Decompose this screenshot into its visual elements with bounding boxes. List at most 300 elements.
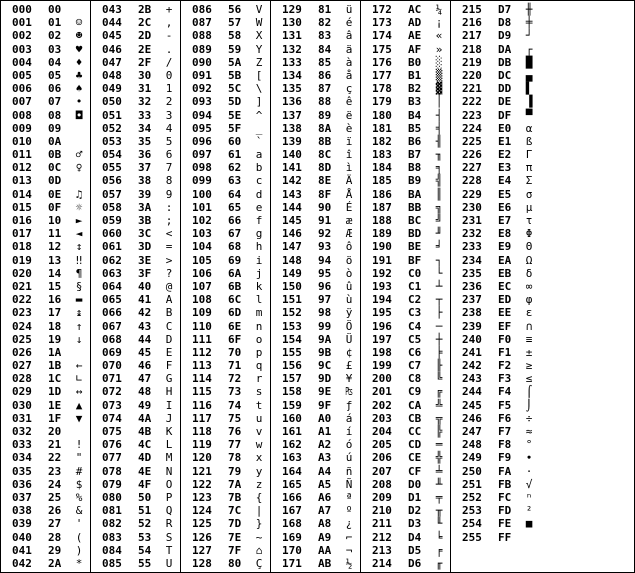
character-glyph: ª [345, 490, 353, 504]
hex-code: D5 [408, 543, 422, 557]
character-glyph: ö [345, 253, 353, 267]
decimal-code: 241 [462, 345, 482, 359]
character-glyph: ¡ [435, 16, 443, 30]
table-row [361, 3, 450, 16]
table-row [91, 280, 180, 293]
hex-code: C9 [408, 385, 422, 399]
hex-code: 8C [318, 148, 332, 162]
hex-code: C0 [408, 266, 422, 280]
decimal-code: 252 [462, 490, 482, 504]
character-glyph: ╔ [435, 385, 443, 399]
hex-code: 9B [318, 345, 332, 359]
hex-code: 3E [138, 253, 152, 267]
decimal-code: 224 [462, 121, 482, 135]
decimal-code: 093 [192, 95, 212, 109]
table-row [181, 188, 270, 201]
decimal-code: 032 [12, 425, 32, 438]
table-row [181, 478, 270, 491]
decimal-code: 002 [12, 29, 32, 43]
hex-code: 60 [228, 134, 242, 148]
character-glyph: â [345, 29, 353, 43]
decimal-code: 181 [372, 121, 392, 135]
hex-code: C4 [408, 319, 422, 333]
hex-code: C1 [408, 279, 422, 293]
table-row [361, 280, 450, 293]
decimal-code: 084 [102, 543, 122, 557]
decimal-code: 090 [192, 55, 212, 69]
table-row [451, 69, 541, 82]
hex-code: 74 [228, 398, 242, 412]
character-glyph: Ü [345, 332, 353, 346]
decimal-code: 025 [12, 332, 32, 346]
character-glyph: ¥ [345, 372, 353, 386]
hex-code: D0 [408, 477, 422, 491]
hex-code: 6E [228, 319, 242, 333]
table-row [451, 82, 541, 95]
table-row [451, 214, 541, 227]
decimal-code: 098 [192, 161, 212, 175]
hex-code: 35 [138, 134, 152, 148]
table-row [1, 214, 90, 227]
hex-code: A7 [318, 504, 332, 518]
decimal-code: 254 [462, 517, 482, 531]
decimal-code: 031 [12, 411, 32, 425]
table-row [451, 359, 541, 372]
hex-code: 2E [138, 42, 152, 56]
table-row [361, 531, 450, 544]
decimal-code: 007 [12, 95, 32, 109]
character-glyph: ╪ [525, 16, 533, 30]
decimal-code: 149 [282, 266, 302, 280]
table-row [361, 161, 450, 174]
hex-code: BD [408, 227, 422, 241]
hex-code: 25 [48, 490, 62, 504]
character-glyph: w [255, 438, 263, 452]
decimal-code: 076 [102, 438, 122, 452]
character-glyph: ↓ [75, 332, 83, 346]
table-row [1, 43, 90, 56]
hex-code: 5E [228, 108, 242, 122]
decimal-code: 193 [372, 279, 392, 293]
hex-code: 85 [318, 55, 332, 69]
character-glyph: Ñ [345, 477, 353, 491]
hex-code: 83 [318, 29, 332, 43]
decimal-code: 229 [462, 187, 482, 201]
decimal-code: 163 [282, 451, 302, 465]
hex-code: 9F [318, 398, 332, 412]
character-glyph: ╝ [435, 214, 443, 227]
character-glyph: g [255, 227, 263, 241]
table-row [181, 56, 270, 69]
decimal-code: 045 [102, 29, 122, 43]
table-row [271, 174, 360, 187]
character-glyph: 6 [165, 148, 173, 162]
decimal-code: 072 [102, 385, 122, 399]
hex-code: BA [408, 187, 422, 201]
character-glyph: ▒ [435, 68, 443, 82]
decimal-code: 216 [462, 16, 482, 30]
character-glyph: U [165, 556, 173, 570]
table-row [1, 148, 90, 161]
hex-code: 94 [318, 253, 332, 267]
hex-code: 30 [138, 68, 152, 82]
decimal-code: 232 [462, 227, 482, 241]
hex-code: 98 [318, 306, 332, 320]
decimal-code: 195 [372, 306, 392, 320]
decimal-code: 173 [372, 16, 392, 30]
decimal-code: 233 [462, 240, 482, 254]
decimal-code: 024 [12, 319, 32, 333]
hex-code: FB [498, 477, 512, 491]
table-row [91, 504, 180, 517]
hex-code: 1D [48, 385, 62, 399]
hex-code: C8 [408, 372, 422, 386]
hex-code: 99 [318, 319, 332, 333]
decimal-code: 057 [102, 187, 122, 201]
hex-code: 47 [138, 372, 152, 386]
hex-code: 92 [318, 227, 332, 241]
table-row [451, 491, 541, 504]
decimal-code: 092 [192, 82, 212, 96]
table-row [361, 544, 450, 557]
decimal-code: 067 [102, 319, 122, 333]
table-column [361, 1, 451, 572]
table-row [181, 135, 270, 148]
decimal-code: 208 [372, 477, 392, 491]
hex-code: E3 [498, 161, 512, 175]
character-glyph: $ [75, 477, 83, 491]
table-row [91, 531, 180, 544]
table-row [361, 491, 450, 504]
character-glyph: π [525, 161, 533, 175]
table-row [361, 385, 450, 398]
hex-code: 73 [228, 385, 242, 399]
table-row [361, 293, 450, 306]
character-glyph: ╖ [435, 148, 443, 162]
character-glyph: î [345, 148, 353, 162]
hex-code: DD [498, 82, 512, 96]
hex-code: 80 [228, 556, 242, 570]
character-glyph: ó [345, 438, 353, 452]
hex-code: 6C [228, 293, 242, 307]
character-glyph: 3 [165, 108, 173, 122]
hex-code: 75 [228, 411, 242, 425]
character-glyph: & [75, 504, 83, 518]
character-glyph: = [165, 240, 173, 254]
table-row [271, 161, 360, 174]
hex-code: 06 [48, 82, 62, 96]
hex-code: 89 [318, 108, 332, 122]
hex-code: CA [408, 398, 422, 412]
table-row [451, 306, 541, 319]
character-glyph: ↑ [75, 319, 83, 333]
hex-code: B8 [408, 161, 422, 175]
hex-code: C6 [408, 345, 422, 359]
table-row [181, 320, 270, 333]
table-row [181, 306, 270, 319]
hex-code: 9C [318, 359, 332, 373]
table-row [451, 320, 541, 333]
hex-code: 9E [318, 385, 332, 399]
hex-code: 63 [228, 174, 242, 188]
decimal-code: 041 [12, 543, 32, 557]
hex-code: 2C [138, 16, 152, 30]
table-row [361, 16, 450, 29]
character-glyph: x [255, 451, 263, 465]
table-row [271, 557, 360, 570]
character-glyph: ù [345, 293, 353, 307]
character-glyph: ò [345, 266, 353, 280]
character-glyph: + [165, 3, 173, 16]
character-glyph: ┌ [525, 42, 533, 56]
hex-code: 51 [138, 504, 152, 518]
decimal-code: 137 [282, 108, 302, 122]
hex-code: 84 [318, 42, 332, 56]
hex-code: 7A [228, 477, 242, 491]
table-row [361, 320, 450, 333]
character-glyph: ┼ [435, 332, 443, 346]
hex-code: 7C [228, 504, 242, 518]
table-row [91, 109, 180, 122]
hex-code: AA [318, 543, 332, 557]
decimal-code: 108 [192, 293, 212, 307]
character-glyph: § [75, 279, 83, 293]
decimal-code: 207 [372, 464, 392, 478]
character-glyph: ┬ [435, 293, 443, 307]
decimal-code: 209 [372, 490, 392, 504]
decimal-code: 201 [372, 385, 392, 399]
table-row [451, 95, 541, 108]
hex-code: 41 [138, 293, 152, 307]
decimal-code: 120 [192, 451, 212, 465]
hex-code: 1A [48, 345, 62, 359]
character-glyph: ╘ [435, 530, 443, 544]
decimal-code: 086 [192, 3, 212, 16]
hex-code: 65 [228, 200, 242, 214]
character-glyph: ☺ [75, 16, 83, 30]
character-glyph: t [255, 398, 263, 412]
character-glyph: ↕ [75, 240, 83, 254]
table-row [181, 385, 270, 398]
hex-code: F3 [498, 372, 512, 386]
table-row [181, 201, 270, 214]
character-glyph: ╠ [435, 425, 443, 438]
decimal-code: 065 [102, 293, 122, 307]
hex-code: 86 [318, 68, 332, 82]
table-row [91, 438, 180, 451]
table-row [451, 188, 541, 201]
table-row [1, 491, 90, 504]
decimal-code: 033 [12, 438, 32, 452]
character-glyph: ↨ [75, 306, 83, 320]
character-glyph: ▐ [525, 95, 533, 109]
table-row [451, 254, 541, 267]
decimal-code: 177 [372, 68, 392, 82]
character-glyph [70, 346, 88, 359]
hex-code: AD [408, 16, 422, 30]
hex-code: CD [408, 438, 422, 452]
character-glyph: ╦ [435, 411, 443, 425]
decimal-code: 147 [282, 240, 302, 254]
decimal-code: 237 [462, 293, 482, 307]
table-row [91, 293, 180, 306]
decimal-code: 171 [282, 556, 302, 570]
table-row [181, 82, 270, 95]
table-row [1, 188, 90, 201]
decimal-code: 051 [102, 108, 122, 122]
table-row [1, 254, 90, 267]
table-row [451, 346, 541, 359]
hex-code: 15 [48, 279, 62, 293]
hex-code: 3F [138, 266, 152, 280]
hex-code: ED [498, 293, 512, 307]
hex-code: AC [408, 3, 422, 16]
decimal-code: 164 [282, 464, 302, 478]
table-row [1, 333, 90, 346]
decimal-code: 105 [192, 253, 212, 267]
decimal-code: 021 [12, 279, 32, 293]
table-row [271, 320, 360, 333]
character-glyph: { [255, 490, 263, 504]
table-row [1, 451, 90, 464]
hex-code: D2 [408, 504, 422, 518]
hex-code: F2 [498, 359, 512, 373]
character-glyph: ⌠ [525, 385, 533, 399]
hex-code: AB [318, 556, 332, 570]
character-glyph: d [255, 187, 263, 201]
character-glyph: ≥ [525, 359, 533, 373]
decimal-code: 056 [102, 174, 122, 188]
decimal-code: 066 [102, 306, 122, 320]
hex-code: D8 [498, 16, 512, 30]
decimal-code: 222 [462, 95, 482, 109]
hex-code: 45 [138, 345, 152, 359]
decimal-code: 100 [192, 187, 212, 201]
character-glyph: . [165, 42, 173, 56]
table-row [91, 359, 180, 372]
character-glyph: 0 [165, 68, 173, 82]
table-row [361, 557, 450, 570]
character-glyph: ╨ [435, 477, 443, 491]
decimal-code: 169 [282, 530, 302, 544]
hex-code: 6B [228, 279, 242, 293]
decimal-code: 160 [282, 411, 302, 425]
character-glyph: " [75, 451, 83, 465]
table-row [451, 122, 541, 135]
character-glyph: : [165, 200, 173, 214]
hex-code: 03 [48, 42, 62, 56]
hex-code: 13 [48, 253, 62, 267]
character-glyph: Θ [525, 240, 533, 254]
decimal-code: 234 [462, 253, 482, 267]
decimal-code: 225 [462, 134, 482, 148]
table-row [91, 227, 180, 240]
table-row [181, 465, 270, 478]
table-row [451, 531, 541, 544]
decimal-code: 073 [102, 398, 122, 412]
table-row [271, 293, 360, 306]
decimal-code: 046 [102, 42, 122, 56]
decimal-code: 206 [372, 451, 392, 465]
table-row [181, 544, 270, 557]
hex-code: 09 [48, 121, 62, 135]
character-glyph: X [255, 29, 263, 43]
decimal-code: 143 [282, 187, 302, 201]
decimal-code: 178 [372, 82, 392, 96]
hex-code: 0C [48, 161, 62, 175]
decimal-code: 030 [12, 398, 32, 412]
hex-code: 8F [318, 187, 332, 201]
character-glyph: █ [525, 55, 533, 69]
decimal-code: 115 [192, 385, 212, 399]
table-row [361, 69, 450, 82]
table-row [271, 69, 360, 82]
character-glyph: * [75, 556, 83, 570]
decimal-code: 202 [372, 398, 392, 412]
character-glyph: Ç [255, 556, 263, 570]
character-glyph: Σ [525, 174, 533, 188]
decimal-code: 022 [12, 293, 32, 307]
character-glyph: ∟ [75, 372, 83, 386]
decimal-code: 042 [12, 556, 32, 570]
table-row [361, 517, 450, 530]
character-glyph: E [165, 345, 173, 359]
decimal-code: 034 [12, 451, 32, 465]
hex-code: 39 [138, 187, 152, 201]
decimal-code: 130 [282, 16, 302, 30]
hex-code: 02 [48, 29, 62, 43]
hex-code: 78 [228, 451, 242, 465]
character-glyph: 4 [165, 121, 173, 135]
table-row [1, 412, 90, 425]
table-row [181, 240, 270, 253]
table-row [1, 517, 90, 530]
table-row [271, 333, 360, 346]
hex-code: C3 [408, 306, 422, 320]
table-row [271, 372, 360, 385]
character-glyph: / [165, 55, 173, 69]
character-glyph: o [255, 332, 263, 346]
hex-code: 2F [138, 55, 152, 69]
character-glyph: e [255, 200, 263, 214]
table-row [1, 425, 90, 438]
hex-code: 91 [318, 214, 332, 227]
decimal-code: 023 [12, 306, 32, 320]
hex-code: 22 [48, 451, 62, 465]
table-row [1, 280, 90, 293]
character-glyph: ( [75, 530, 83, 544]
table-row [361, 465, 450, 478]
table-row [451, 161, 541, 174]
hex-code: E0 [498, 121, 512, 135]
hex-code: 9D [318, 372, 332, 386]
character-glyph: h [255, 240, 263, 254]
table-row [451, 174, 541, 187]
decimal-code: 122 [192, 477, 212, 491]
table-row [451, 399, 541, 412]
decimal-code: 027 [12, 359, 32, 373]
hex-code: 52 [138, 517, 152, 531]
hex-code: 48 [138, 385, 152, 399]
hex-code: 0E [48, 187, 62, 201]
table-row [361, 267, 450, 280]
character-glyph: º [345, 504, 353, 518]
character-glyph: ╛ [435, 240, 443, 254]
hex-code: 88 [318, 95, 332, 109]
character-glyph: ░ [435, 55, 443, 69]
hex-code: 28 [48, 530, 62, 544]
table-row [361, 346, 450, 359]
